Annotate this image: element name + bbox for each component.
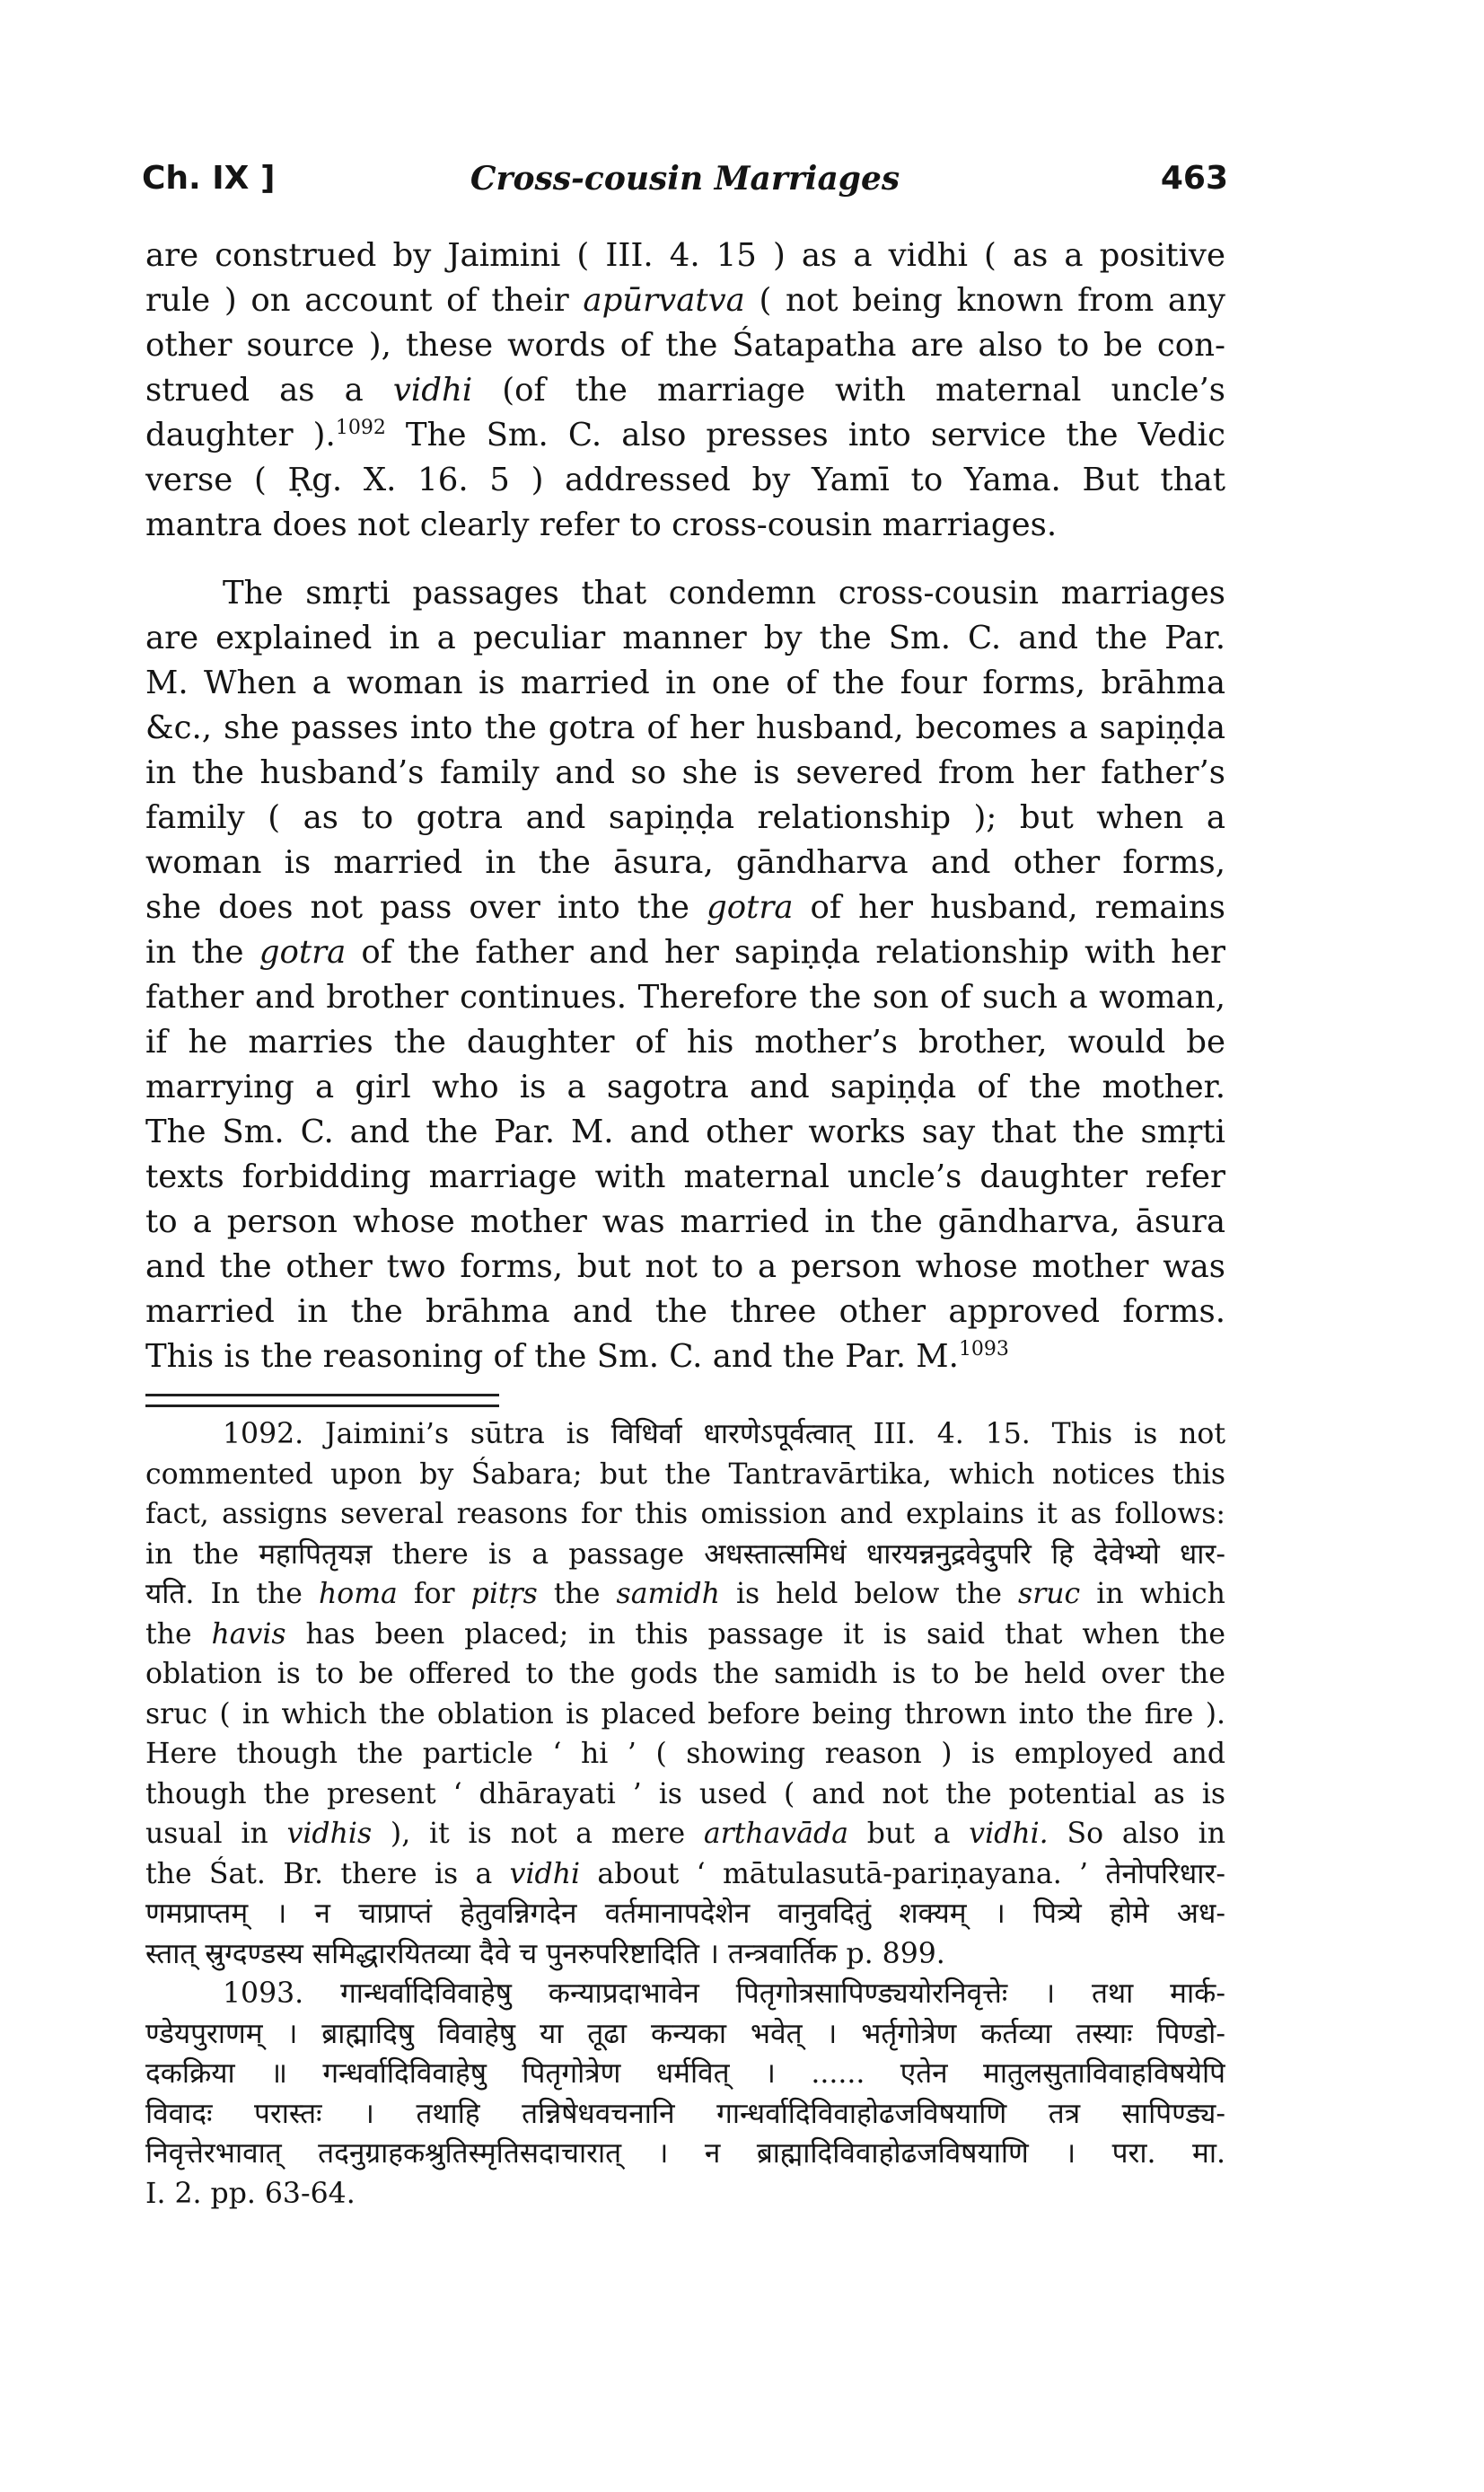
text-line: she does not pass over into the gotra of her husband, remains [145, 889, 1225, 926]
italic-term: vidhi [509, 1857, 581, 1890]
footnote-line: commented upon by Śabara; but the Tantravārtika, which notices this [145, 1457, 1225, 1491]
italic-term: vidhi. [969, 1818, 1049, 1850]
text-line: texts forbidding marriage with maternal uncle’s daughter refer [145, 1158, 1225, 1195]
page-number: 463 [1160, 160, 1228, 197]
footnote-line: the havis has been placed; in this passage it is said that when the [145, 1617, 1225, 1651]
text-line: The Sm. C. and the Par. M. and other works say that the smṛti [145, 1114, 1225, 1150]
italic-term: apūrvatva [583, 282, 745, 319]
footnote-line: usual in vidhis ), it is not a mere arthavāda but a vidhi. So also in [145, 1818, 1225, 1850]
footnote-line: I. 2. pp. 63-64. [145, 2177, 356, 2210]
footnote-line: स्तात् स्रुग्दण्डस्य समिद्धारयितव्या दैवे च पुनरुपरिष्टादिति । तन्त्रवार्तिक p. 899. [145, 1937, 945, 1970]
text-line: M. When a woman is married in one of the four forms, brāhma [145, 665, 1225, 701]
footnote-line: though the present ‘ dhārayati ’ is used ( and not the potential as is [145, 1777, 1225, 1810]
footnote-line: oblation is to be offered to the gods the samidh is to be held over the [145, 1658, 1225, 1690]
italic-term: samidh [616, 1578, 720, 1610]
text-line: married in the brāhma and the three other approved forms. [145, 1293, 1225, 1330]
footnote-line: the Śat. Br. there is a vidhi about ‘ mātulasutā-pariṇayana. ’ तेनोपरिधार- [145, 1857, 1225, 1890]
footnote-line: दकक्रिया ॥ गन्धर्वादिविवाहेषु पितृगोत्रेण धर्मवित् । ...... एतेन मातुलसुताविवाहविषयेपि [145, 2057, 1225, 2090]
footnotes [145, 1414, 1225, 2214]
text-line: to a person whose mother was married in the gāndharva, āsura [145, 1203, 1225, 1240]
footnote-line: ण्डेयपुराणम् । ब्राह्मादिषु विवाहेषु या तूढा कन्यका भवेत् । भर्तृगोत्रेण कर्तव्या तस्याः पिण्डो- [145, 2017, 1225, 2050]
text-line: This is the reasoning of the Sm. C. and the Par. M.$^{1093}$ [145, 1338, 1009, 1375]
footnote-line: विवादः परास्तः । तथाहि तन्निषेधवचनानि गान्धर्वादिविवाहोढजविषयाणि तत्र सापिण्ड्य- [145, 2097, 1225, 2130]
text-line: are construed by Jaimini ( III. 4. 15 ) as a vidhi ( as a positive [145, 237, 1225, 274]
italic-term: homa [318, 1578, 398, 1610]
footnote-line: in the महापितृयज्ञ there is a passage अधस्तात्समिधं धारयन्ननुद्रवेदुपरि हि देवेभ्यो धार- [145, 1537, 1225, 1571]
text-line: are explained in a peculiar manner by the Sm. C. and the Par. [145, 620, 1225, 656]
italic-term: havis [211, 1617, 286, 1651]
paragraph-gap [145, 548, 1225, 571]
body-text [145, 233, 1225, 1379]
footnote-separator-rule [145, 1394, 499, 1407]
footnote-line: Here though the particle ‘ hi ’ ( showing reason ) is employed and [145, 1738, 1225, 1770]
footnote-line: fact, assigns several reasons for this omission and explains it as follows: [145, 1498, 1225, 1530]
text-line: strued as a vidhi (of the marriage with maternal uncle’s [145, 372, 1225, 409]
footnote-reference: 1092 [335, 417, 386, 440]
italic-term: pitṛs [470, 1578, 538, 1610]
text-line: and the other two forms, but not to a person whose mother was [145, 1248, 1225, 1285]
running-head [142, 151, 1228, 205]
italic-term: arthavāda [703, 1818, 848, 1850]
italic-term: vidhis [286, 1818, 373, 1850]
text-line: if he marries the daughter of his mother’s brother, would be [145, 1024, 1225, 1061]
running-title: Cross-cousin Marriages [470, 160, 900, 198]
footnote-line: sruc ( in which the oblation is placed before being thrown into the fire ). [145, 1697, 1225, 1730]
footnote-line: 1092. Jaimini’s sūtra is विधिर्वा धारणेऽपूर्वत्वात् III. 4. 15. This is not [223, 1418, 1225, 1450]
text-line: in the husband’s family and so she is severed from her father’s [145, 754, 1225, 791]
text-line: in the gotra of the father and her sapiṇḍa relationship with her [145, 934, 1225, 971]
text-line: family ( as to gotra and sapiṇḍa relationship ); but when a [145, 799, 1225, 836]
text-line: The smṛti passages that condemn cross-cousin marriages [223, 575, 1225, 612]
italic-term: gotra [706, 889, 794, 926]
text-line: marrying a girl who is a sagotra and sapiṇḍa of the mother. [145, 1069, 1225, 1105]
footnote-line: यति. In the homa for pitṛs the samidh is held below the sruc in which [145, 1578, 1225, 1610]
italic-term: gotra [259, 934, 347, 971]
text-line: mantra does not clearly refer to cross-cousin marriages. [145, 506, 1058, 543]
text-line: &c., she passes into the gotra of her husband, becomes a sapiṇḍa [145, 709, 1225, 746]
footnote-reference: 1093 [958, 1338, 1009, 1361]
text-line: other source ), these words of the Śatapatha are also to be con- [145, 327, 1225, 364]
footnote-line: णमप्राप्तम् । न चाप्राप्तं हेतुवन्निगदेन वर्तमानापदेशेन वानुवदितुं शक्यम् । पित्र्ये होमे अध- [145, 1898, 1225, 1930]
text-line: woman is married in the āsura, gāndharva and other forms, [145, 844, 1225, 881]
italic-term: sruc [1018, 1578, 1081, 1610]
text-line: father and brother continues. Therefore the son of such a woman, [145, 979, 1225, 1016]
text-line: verse ( Ṛg. X. 16. 5 ) addressed by Yamī to Yama. But that [145, 462, 1225, 498]
chapter-label: Ch. IX ] [142, 160, 276, 197]
text-line: rule ) on account of their apūrvatva ( not being known from any [145, 282, 1225, 319]
text-line: daughter ).$^{1092}$ The Sm. C. also presses into service the Vedic [145, 417, 1225, 453]
footnote-line: 1093. गान्धर्वादिविवाहेषु कन्याप्रदाभावेन पितृगोत्रसापिण्ड्ययोरनिवृत्तेः । तथा मार्क- [223, 1977, 1225, 2010]
italic-term: vidhi [392, 372, 473, 409]
footnote-line: निवृत्तेरभावात् तदनुग्राहकश्रुतिस्मृतिसदाचारात् । न ब्राह्मादिविवाहोढजविषयाणि । परा. मा. [145, 2137, 1225, 2170]
